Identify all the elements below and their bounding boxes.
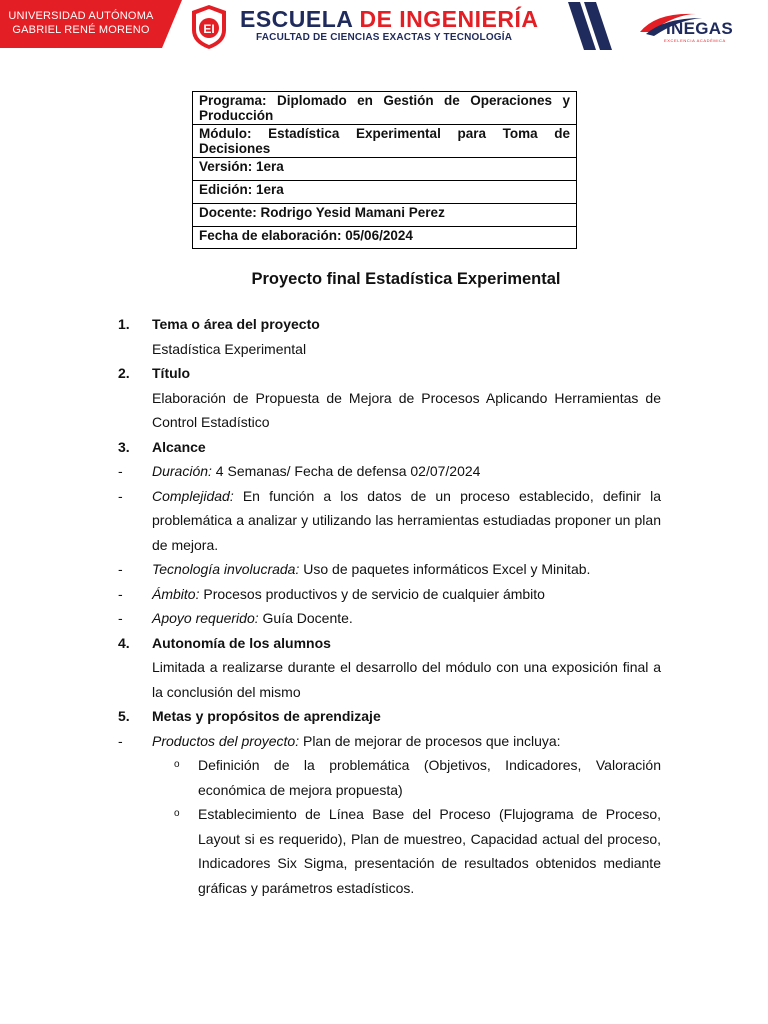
- table-row: [193, 204, 577, 227]
- partner-tagline: EXCELENCIA ACADÉMICA: [664, 38, 726, 43]
- section-3-heading: [0, 435, 768, 460]
- dash-bullet: -: [118, 610, 123, 626]
- section-4-heading: [0, 631, 768, 656]
- section-heading: Metas y propósitos de aprendizaje: [152, 708, 381, 724]
- section-number: 1.: [118, 316, 130, 332]
- engineering-shield-icon: [190, 4, 228, 50]
- table-row: [193, 125, 577, 158]
- item-text: 4 Semanas/ Fecha de defensa 02/07/2024: [211, 463, 481, 479]
- logo-letters: EI: [203, 22, 215, 36]
- item-label: Complejidad:: [152, 487, 234, 504]
- section-number: 3.: [118, 438, 130, 455]
- section-5-heading: [0, 704, 768, 729]
- item-text: Procesos productivos y de servicio de cualquier ámbito: [199, 585, 545, 602]
- section-number: 2.: [118, 365, 130, 381]
- university-line-1: UNIVERSIDAD AUTÓNOMA: [8, 10, 154, 22]
- section-number: 4.: [118, 634, 130, 651]
- school-name-part2: DE INGENIERÍA: [359, 6, 539, 32]
- program-info-table: [192, 91, 577, 249]
- item-text: En función a los datos de un proceso establecido, definir la problemática a analizar y utilizando las herramientas estudiadas proponer un plan de mejora.: [152, 487, 661, 553]
- section-text: Estadística Experimental: [152, 340, 307, 357]
- school-name: [240, 6, 538, 32]
- circle-bullet-icon: o: [174, 759, 180, 770]
- section-text: Elaboración de Propuesta de Mejora de Procesos Aplicando Herramientas de Control Estadístico: [152, 389, 661, 430]
- dash-bullet: -: [118, 463, 123, 479]
- section-heading: Autonomía de los alumnos: [152, 634, 331, 651]
- item-label: Tecnología involucrada:: [152, 561, 300, 577]
- dash-bullet: -: [118, 585, 123, 602]
- fecha-cell: Fecha de elaboración: 05/06/2024: [193, 227, 577, 249]
- item-text: Uso de paquetes informáticos Excel y Minitab.: [299, 561, 591, 577]
- section-4-body: [0, 655, 768, 704]
- section-heading: Título: [152, 365, 191, 381]
- university-logo: [0, 0, 162, 48]
- list-item: [0, 729, 768, 754]
- table-row: [193, 158, 577, 181]
- section-heading: Alcance: [152, 438, 206, 455]
- header-banner: [0, 0, 768, 60]
- university-line-2: GABRIEL RENÉ MORENO: [12, 24, 150, 36]
- table-row: [193, 227, 577, 249]
- dash-bullet: -: [118, 487, 123, 504]
- modulo-cell: Módulo: Estadística Experimental para Toma de Decisiones: [193, 125, 577, 158]
- docente-cell: Docente: Rodrigo Yesid Mamani Perez: [193, 204, 577, 227]
- sub-list-item: [0, 753, 768, 802]
- item-text: Guía Docente.: [258, 610, 353, 626]
- section-text: Limitada a realizarse durante el desarrollo del módulo con una exposición final a la conclusión del mismo: [152, 659, 661, 700]
- list-item: [0, 557, 768, 582]
- item-label: Productos del proyecto:: [152, 732, 300, 749]
- item-label: Apoyo requerido:: [152, 610, 259, 626]
- faculty-name: FACULTAD DE CIENCIAS EXACTAS Y TECNOLOGÍA: [256, 32, 513, 43]
- document-title: Proyecto final Estadística Experimental: [251, 270, 561, 288]
- item-label: Duración:: [152, 463, 212, 479]
- programa-cell: Programa: Diplomado en Gestión de Operaciones y Producción: [193, 92, 577, 125]
- sub-list-item: [0, 802, 768, 900]
- sub-item-text: Definición de la problemática (Objetivos, Indicadores, Valoración económica de mejora propuesta): [198, 757, 661, 798]
- circle-bullet-icon: o: [174, 808, 180, 819]
- university-banner-corner: [162, 0, 182, 48]
- section-number: 5.: [118, 708, 130, 724]
- dash-bullet: -: [118, 561, 123, 577]
- list-item: [0, 582, 768, 607]
- partner-name: INEGAS: [666, 19, 733, 38]
- list-item: [0, 606, 768, 631]
- sub-item-text: Establecimiento de Línea Base del Proceso (Flujograma de Proceso, Layout si es requerido), Plan de muestreo, Capacidad actual del proceso, Indicadores Six Sigma, presentación de resultados obtenidos mediante gráficas y parámetros estadísticos.: [198, 806, 661, 896]
- version-cell: Versión: 1era: [193, 158, 577, 181]
- table-row: [193, 92, 577, 125]
- item-label: Ámbito:: [152, 585, 200, 602]
- section-heading: Tema o área del proyecto: [152, 316, 320, 332]
- list-item: [0, 484, 768, 558]
- school-name-part1: ESCUELA: [240, 6, 360, 32]
- document-body: [0, 312, 768, 900]
- edicion-cell: Edición: 1era: [193, 181, 577, 204]
- stripes-logo-icon: [566, 2, 616, 50]
- dash-bullet: -: [118, 732, 123, 749]
- table-row: [193, 181, 577, 204]
- section-2-heading: [0, 361, 768, 386]
- section-1-body: [0, 337, 768, 362]
- item-text: Plan de mejorar de procesos que incluya:: [299, 732, 561, 749]
- list-item: [0, 459, 768, 484]
- section-1-heading: [0, 312, 768, 337]
- section-2-body: [0, 386, 768, 435]
